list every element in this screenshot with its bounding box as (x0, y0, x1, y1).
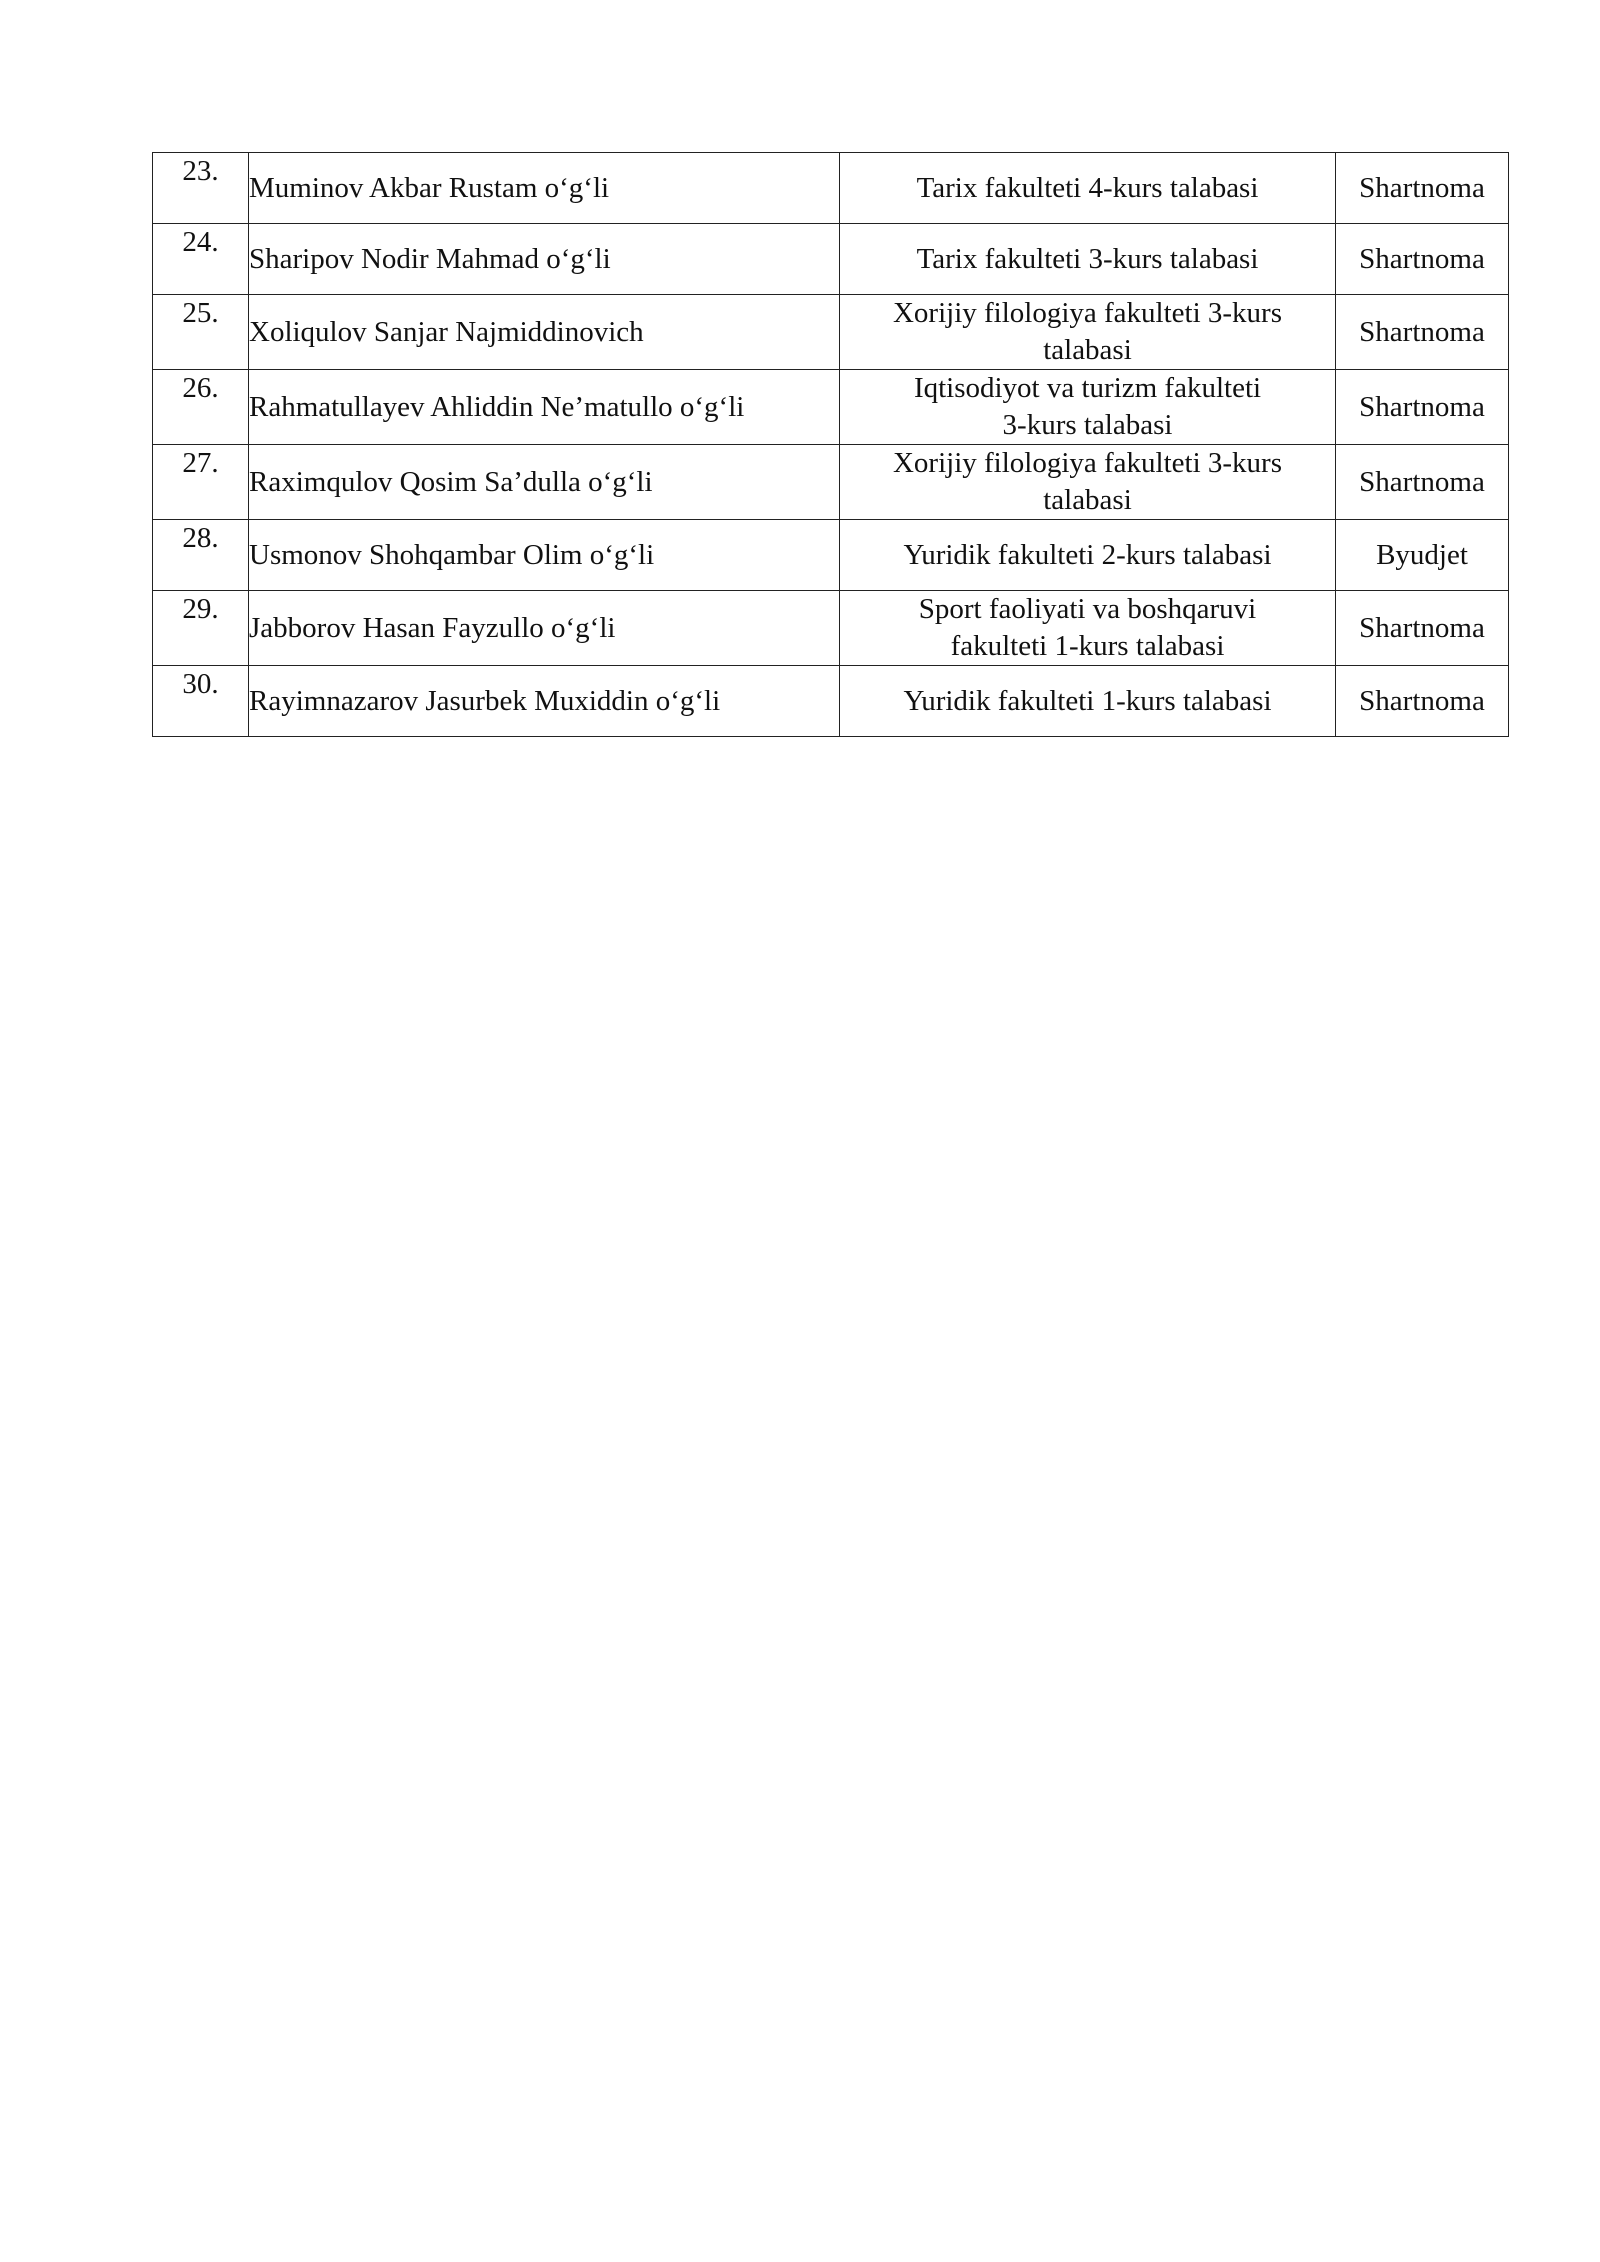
row-number: 23. (153, 153, 249, 224)
row-number: 29. (153, 591, 249, 666)
payment-status: Shartnoma (1336, 153, 1509, 224)
payment-status: Shartnoma (1336, 370, 1509, 445)
payment-status: Shartnoma (1336, 591, 1509, 666)
payment-status: Byudjet (1336, 520, 1509, 591)
faculty-course: Sport faoliyati va boshqaruvi fakulteti 1-kurs talabasi (840, 591, 1336, 666)
faculty-course: Iqtisodiyot va turizm fakulteti 3-kurs talabasi (840, 370, 1336, 445)
student-name: Usmonov Shohqambar Olim o‘g‘li (249, 520, 840, 591)
faculty-course: Yuridik fakulteti 1-kurs talabasi (840, 666, 1336, 737)
faculty-course: Yuridik fakulteti 2-kurs talabasi (840, 520, 1336, 591)
table-body (153, 153, 1509, 737)
row-number: 25. (153, 295, 249, 370)
student-name: Jabborov Hasan Fayzullo o‘g‘li (249, 591, 840, 666)
payment-status: Shartnoma (1336, 224, 1509, 295)
student-list-table (152, 152, 1509, 737)
row-number: 30. (153, 666, 249, 737)
row-number: 28. (153, 520, 249, 591)
student-name: Muminov Akbar Rustam o‘g‘li (249, 153, 840, 224)
student-name: Xoliqulov Sanjar Najmiddinovich (249, 295, 840, 370)
faculty-course: Tarix fakulteti 4-kurs talabasi (840, 153, 1336, 224)
table-row (153, 370, 1509, 445)
table-row (153, 295, 1509, 370)
table-row (153, 224, 1509, 295)
table-row (153, 445, 1509, 520)
student-name: Raximqulov Qosim Sa’dulla o‘g‘li (249, 445, 840, 520)
table-row (153, 153, 1509, 224)
student-name: Sharipov Nodir Mahmad o‘g‘li (249, 224, 840, 295)
table-row (153, 520, 1509, 591)
row-number: 26. (153, 370, 249, 445)
table-row (153, 591, 1509, 666)
student-name: Rayimnazarov Jasurbek Muxiddin o‘g‘li (249, 666, 840, 737)
payment-status: Shartnoma (1336, 445, 1509, 520)
faculty-course: Xorijiy filologiya fakulteti 3-kurs talabasi (840, 445, 1336, 520)
student-name: Rahmatullayev Ahliddin Ne’matullo o‘g‘li (249, 370, 840, 445)
row-number: 27. (153, 445, 249, 520)
row-number: 24. (153, 224, 249, 295)
table-row (153, 666, 1509, 737)
payment-status: Shartnoma (1336, 295, 1509, 370)
payment-status: Shartnoma (1336, 666, 1509, 737)
faculty-course: Tarix fakulteti 3-kurs talabasi (840, 224, 1336, 295)
faculty-course: Xorijiy filologiya fakulteti 3-kurs talabasi (840, 295, 1336, 370)
